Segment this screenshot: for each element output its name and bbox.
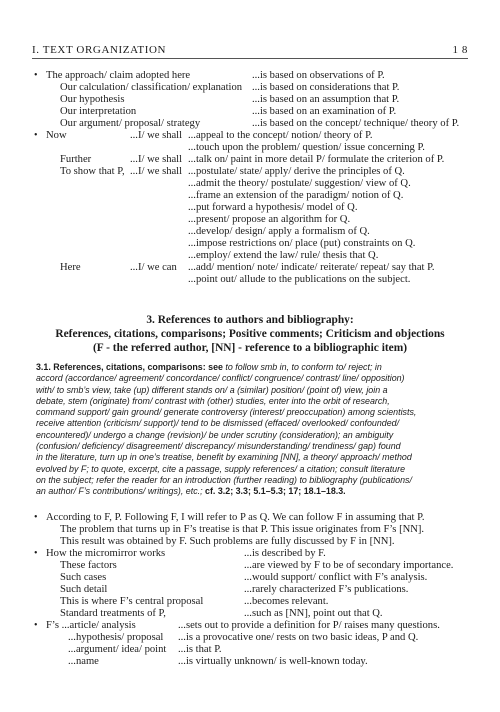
phrase-col1: This is where F’s central proposal xyxy=(60,596,204,607)
section-subheading: References, citations, comparisons; Positive comments; Criticism and objections xyxy=(55,328,445,340)
subsection-lead: 3.1. References, citations, comparisons: see xyxy=(36,362,223,372)
phrase-ending: ...frame an extension of the paradigm/ notion of Q. xyxy=(188,190,404,201)
paragraph-line: on the subject; refer the reader for an introduction (further reading) to bibliography (publications/ xyxy=(36,474,412,485)
section-title: I. TEXT ORGANIZATION xyxy=(32,44,167,56)
phrase-col2: ...is based on an examination of P. xyxy=(252,106,397,117)
phrase-col1: Such cases xyxy=(60,572,107,583)
paragraph-line: command support/ gain ground/ generate controversy (interest/ preoccupation) among scientists, xyxy=(36,407,417,418)
phrase-col1: Such detail xyxy=(60,584,108,595)
phrase-subject: Now xyxy=(46,130,67,141)
phrase-ending: ...present/ propose an algorithm for Q. xyxy=(188,214,351,225)
phrase-col1: Our interpretation xyxy=(60,106,137,117)
phrase-ending: ...develop/ design/ apply a formalism of Q. xyxy=(188,226,370,237)
phrase-col2: ...are viewed by F to be of secondary importance. xyxy=(244,560,454,571)
phrase-ending: ...put forward a hypothesis/ model of Q. xyxy=(188,202,358,213)
phrase-ending: ...impose restrictions on/ place (put) constraints on Q. xyxy=(188,238,416,249)
paragraph-line: with/ to smb’s view, take (up) different stands on/ a (similar) position/ (point of) view, join a xyxy=(36,384,388,395)
paragraph-line: receive attention (criticism/ support)/ tend to be dismissed (effaced/ overlooked/ confounded/ xyxy=(36,418,400,429)
phrase-col2: ...rarely characterized F’s publications. xyxy=(244,584,409,595)
paragraph-line: debate, stem (originate) from/ contrast with (other) studies, enter into the orbit of research, xyxy=(36,395,390,406)
bullet: • xyxy=(34,620,38,631)
phrase-col2: ...sets out to provide a definition for P/ raises many questions. xyxy=(178,620,440,631)
phrase-ending: ...point out/ allude to the publications on the subject. xyxy=(188,274,411,285)
phrase-col1: Our argument/ proposal/ strategy xyxy=(60,118,201,129)
phrase-col2: ...becomes relevant. xyxy=(244,596,329,607)
section-heading: 3. References to authors and bibliography: xyxy=(146,314,354,326)
example-line: This result was obtained by F. Such problems are fully discussed by F in [NN]. xyxy=(60,536,395,547)
bullet: • xyxy=(34,548,38,559)
phrase-col1: Our calculation/ classification/ explanation xyxy=(60,82,243,93)
phrase-col2: ...such as [NN], point out that Q. xyxy=(244,608,383,619)
section-subheading: (F - the referred author, [NN] - reference to a bibliographic item) xyxy=(92,342,407,354)
page-number: 1 8 xyxy=(452,44,468,56)
phrase-col2: ...is virtually unknown/ is well-known today. xyxy=(178,656,368,667)
phrase-col2: ...is a provocative one/ rests on two basic ideas, P and Q. xyxy=(178,632,419,643)
phrase-verb: ...I/ we shall xyxy=(130,130,183,141)
phrase-col2: ...would support/ conflict with F’s analysis. xyxy=(244,572,428,583)
phrase-subject: Here xyxy=(60,262,81,273)
example-line: The problem that turns up in F’s treatise is that P. This issue originates from F’s [NN]. xyxy=(60,524,425,535)
paragraph-line: (confusion/ deficiency/ disagreement/ discrepancy/ misunderstanding/ trendiness/ gap) found xyxy=(36,441,401,452)
paragraph-line: evolved by F; to quote, excerpt, cite a passage, supply references/ a citation; consult literature xyxy=(36,463,406,474)
phrase-col1: Standard treatments of P, xyxy=(60,608,166,619)
phrase-col1: These factors xyxy=(60,560,117,571)
phrase-col1: ...hypothesis/ proposal xyxy=(68,632,164,643)
phrase-col1: The approach/ claim adopted here xyxy=(46,70,191,81)
phrase-col2: ...is based on observations of P. xyxy=(252,70,385,81)
phrase-verb: ...I/ we can xyxy=(130,262,177,273)
phrase-verb: ...I/ we shall xyxy=(130,154,183,165)
example-line: According to F, P. Following F, I will refer to P as Q. We can follow F in assuming that P. xyxy=(46,512,425,523)
cross-reference: cf. 3.2; 3.3; 5.1–5.3; 17; 18.1–18.3. xyxy=(205,486,346,497)
phrase-ending: ...add/ mention/ note/ indicate/ reiterate/ repeat/ say that P. xyxy=(188,262,435,273)
phrase-verb: ...I/ we shall xyxy=(130,166,183,177)
phrase-col1: How the micromirror works xyxy=(46,548,166,559)
phrase-col2: ...is based on the concept/ technique/ theory of P. xyxy=(252,118,460,129)
running-header xyxy=(32,44,468,59)
phrase-subject: Further xyxy=(60,154,92,165)
phrase-col1: ...name xyxy=(68,656,99,667)
phrase-ending: ...appeal to the concept/ notion/ theory of P. xyxy=(188,130,373,141)
paragraph-line: accord (accordance/ agreement/ concordance/ conflict/ congruence/ contrast/ line/ opposition) xyxy=(36,373,405,384)
phrase-ending: ...talk on/ paint in more detail P/ formulate the criterion of P. xyxy=(188,154,445,165)
bullet: • xyxy=(34,512,38,523)
phrase-col2: ...is based on considerations that P. xyxy=(252,82,400,93)
bullet: • xyxy=(34,70,38,81)
phrase-ending: ...touch upon the problem/ question/ issue concerning P. xyxy=(188,142,425,153)
bullet: • xyxy=(34,130,38,141)
phrase-col2: ...is based on an assumption that P. xyxy=(252,94,400,105)
paragraph-line: in the literature, turn up in one’s treatise, benefit by examining [NN], a theory/ approach/ method xyxy=(36,452,412,463)
phrase-ending: ...admit the theory/ postulate/ suggestion/ view of Q. xyxy=(188,178,411,189)
paragraph-3-1: 3.1. References, citations, comparisons: see to follow smb in, to conform to/ reject; in accord (accordance/ agreement/ concordance/ conflict/ congruence/ contrast/ line/ opposition) with/ to smb’s view, take (up) different stands on/ a (similar) position/ (point of) view, join a debate, stem (originate) from/ contrast with (other) studies, enter into the orbit of research, command support/ gain ground/ generate controversy (interest/ preoccupation) among scientists, receive attention (criticism/ support)/ tend to be dismissed (effaced/ overlooked/ confounded/ encountered)/ undergo a change (revision)/ be under scrutiny (consideration); an ambiguity (confusion/ deficiency/ disagreement/ discrepancy/ misunderstanding/ trendiness/ gap) found in the literature, turn up in one’s treatise, benefit by examining [NN], a theory/ approach/ method evolved by F; to quote, excerpt, cite a passage, supply references/ a citation; consult literature on the subject; refer the reader for an introduction (further reading) to bibliography (publications/ an author/ F’s contributions/ writings), etc.; cf. 3.2; 3.3; 5.1–5.3; 17; 18.1–18.3. xyxy=(36,362,464,498)
phrase-col2: ...is described by F. xyxy=(244,548,326,559)
phrase-subject: To show that P, xyxy=(60,166,125,177)
paragraph-line: encountered)/ undergo a change (revision)/ be under scrutiny (consideration); an ambiguity xyxy=(36,429,394,440)
phrase-col2: ...is that P. xyxy=(178,644,222,655)
phrase-ending: ...employ/ extend the law/ rule/ thesis that Q. xyxy=(188,250,379,261)
phrase-col1: F’s ...article/ analysis xyxy=(46,620,136,631)
phrase-ending: ...postulate/ state/ apply/ derive the principles of Q. xyxy=(188,166,405,177)
phrase-col1: ...argument/ idea/ point xyxy=(68,644,167,655)
phrase-col1: Our hypothesis xyxy=(60,94,125,105)
